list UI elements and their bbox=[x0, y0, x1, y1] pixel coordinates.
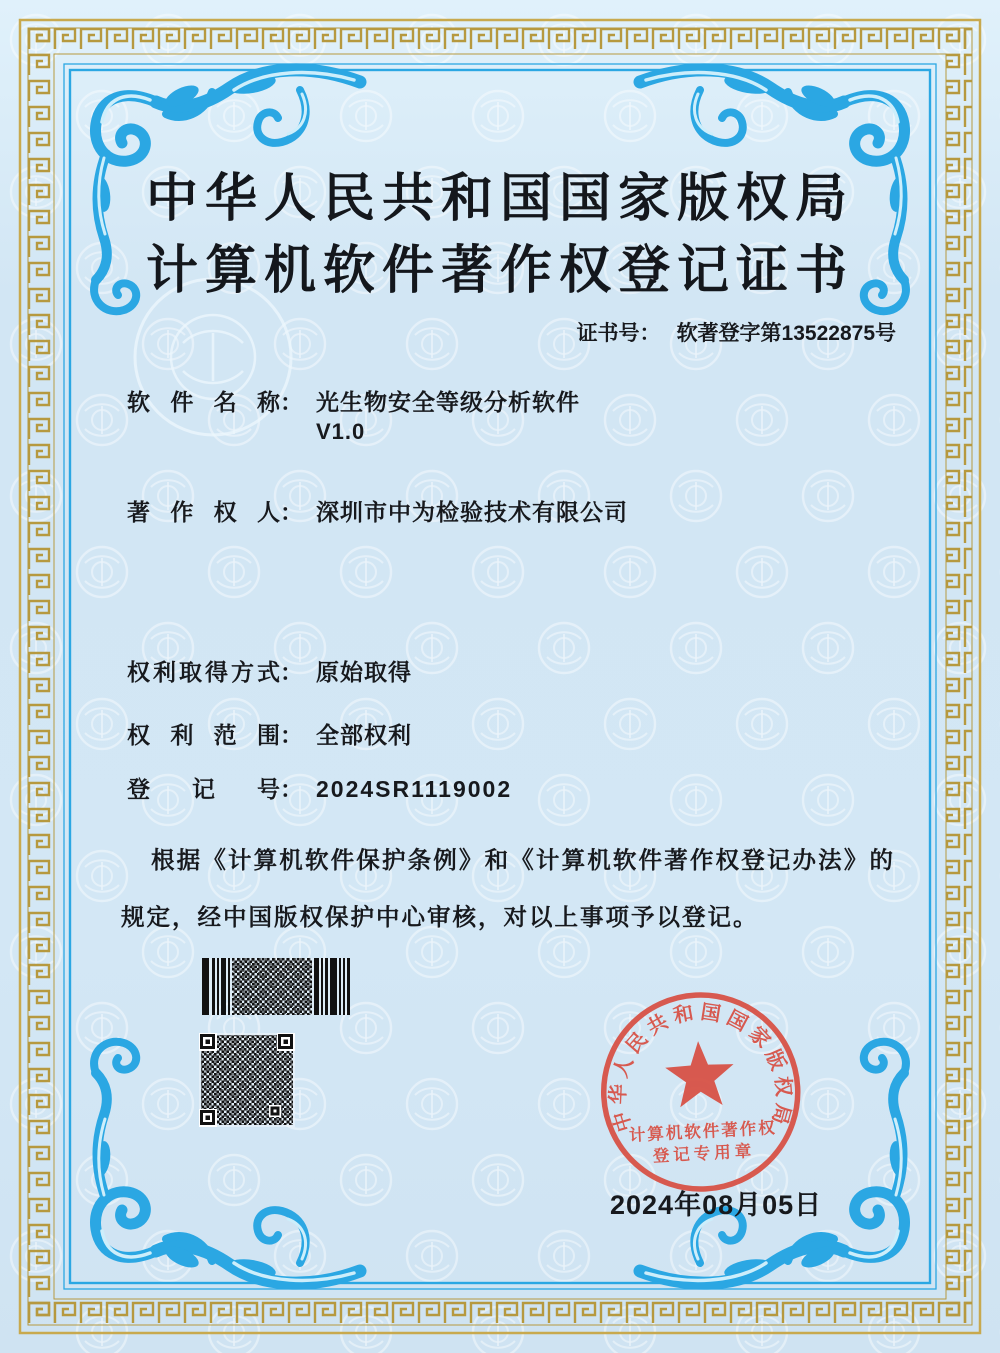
field-rights-scope bbox=[127, 717, 412, 750]
field-registration-no bbox=[127, 771, 512, 804]
acquisition-method-label: 权利取得方式 bbox=[127, 659, 280, 685]
certificate-number-value: 软著登字第13522875号 bbox=[676, 322, 896, 345]
certificate-number-row bbox=[577, 317, 896, 347]
rights-scope-colon: ： bbox=[280, 722, 303, 748]
certificate-number-label: 证书号： bbox=[576, 322, 661, 345]
title-line-1: 中华人民共和国国家版权局 bbox=[145, 171, 854, 228]
copyright-owner-value: 深圳市中为检验技术有限公司 bbox=[316, 499, 628, 525]
registration-no-value: 2024SR1119002 bbox=[316, 776, 513, 802]
issue-date: 2024年08月05日 bbox=[610, 1190, 823, 1220]
copyright-owner-colon: ： bbox=[280, 499, 303, 525]
software-version-value: V1.0 bbox=[316, 419, 366, 444]
rights-scope-value: 全部权利 bbox=[316, 722, 412, 748]
seal-text-line1: 计算机软件著作权 bbox=[628, 1119, 778, 1145]
field-copyright-owner bbox=[127, 494, 628, 527]
acquisition-method-value: 原始取得 bbox=[316, 659, 412, 685]
acquisition-method-colon: ： bbox=[280, 659, 303, 685]
software-name-label: 软件名称 bbox=[127, 389, 280, 415]
software-name-value: 光生物安全等级分析软件 bbox=[316, 389, 580, 415]
software-name-colon: ： bbox=[280, 389, 303, 415]
seal-arc-text: 中华人民共和国国家版权局 bbox=[607, 1001, 795, 1135]
barcode-image bbox=[202, 958, 350, 1015]
official-seal-stamp bbox=[584, 980, 817, 1213]
rights-scope-label: 权利范围 bbox=[127, 722, 280, 748]
title-line-2: 计算机软件著作权登记证书 bbox=[145, 243, 854, 300]
seal-text-line2: 登记专用章 bbox=[652, 1142, 756, 1166]
registration-no-label: 登记号 bbox=[127, 776, 280, 802]
qr-code-image bbox=[199, 1033, 295, 1127]
star-icon bbox=[664, 1039, 736, 1108]
registration-statement: 根据《计算机软件保护条例》和《计算机软件著作权登记办法》的规定，经中国版权保护中心审核，对以上事项予以登记。 bbox=[121, 847, 895, 930]
field-acquisition-method bbox=[127, 654, 412, 687]
registration-no-colon: ： bbox=[280, 776, 303, 802]
copyright-owner-label: 著作权人 bbox=[127, 499, 280, 525]
field-software-name bbox=[127, 384, 580, 417]
